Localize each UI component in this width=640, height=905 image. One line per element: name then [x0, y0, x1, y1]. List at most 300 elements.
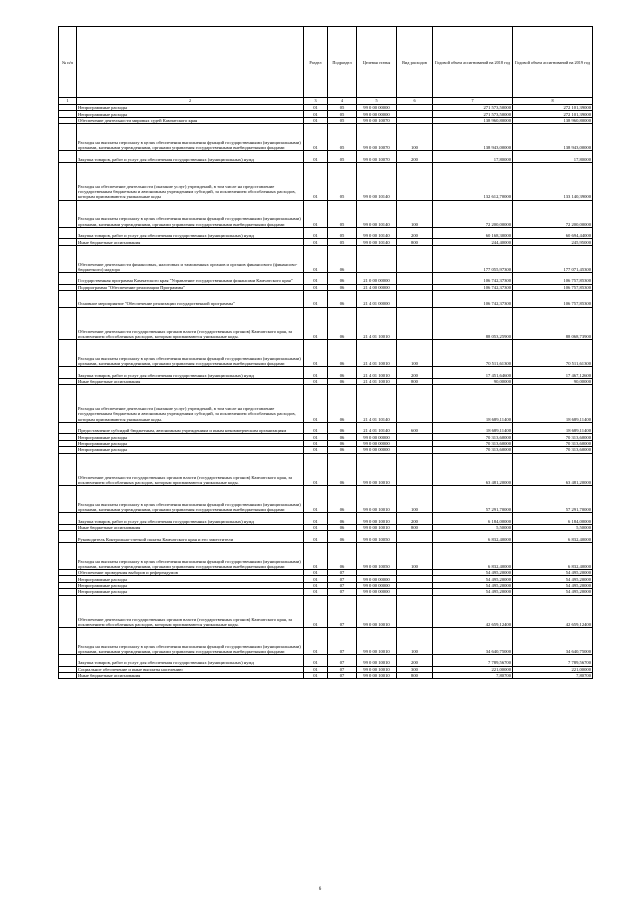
table-row — [59, 595, 593, 627]
row-number-cell — [59, 513, 77, 525]
volume-2019-cell: 18 689,11400 — [513, 422, 593, 434]
subsection-code-cell: 06 — [328, 486, 357, 513]
col-header-name — [77, 27, 304, 98]
expense-type-cell: 600 — [397, 422, 433, 434]
row-number-cell — [59, 542, 77, 569]
section-code-cell: 01 — [304, 105, 328, 111]
subsection-code-cell: 07 — [328, 627, 357, 654]
expense-name-cell: Расходы на обеспечение деятельности (оказание услуг) учреждений, в том числе на предоставление государственным бюджетным и автономным учреждениям субсидий, за исключением обособленных расходов, которым присваиваются уникальные коды — [77, 162, 304, 200]
subsection-code-cell: 05 — [328, 227, 357, 239]
section-code-cell: 01 — [304, 655, 328, 667]
index-cell: 8 — [513, 98, 593, 105]
expense-type-cell: 200 — [397, 151, 433, 163]
subsection-code-cell: 06 — [328, 272, 357, 284]
target-article-cell: 99 0 00 10050 — [357, 531, 397, 543]
section-code-cell: 01 — [304, 378, 328, 384]
table-row — [59, 673, 593, 679]
expense-name-cell: Обеспечение деятельности мировых судей Камчатского края — [77, 117, 304, 123]
volume-2019-cell: 18 689,11400 — [513, 385, 593, 423]
expense-type-cell: 100 — [397, 200, 433, 227]
volume-2018-cell: 221,00000 — [433, 666, 513, 672]
expense-name-cell: Непрограммные расходы — [77, 105, 304, 111]
col-header-article: Целевая статья — [357, 27, 397, 98]
expense-type-cell — [397, 453, 433, 485]
expense-type-cell: 200 — [397, 227, 433, 239]
table-row — [59, 151, 593, 163]
row-number-cell — [59, 422, 77, 434]
expense-name-cell: Расходы на обеспечение деятельности (оказание услуг) учреждений, в том числе на предоставление государственным бюджетным и автономным учреждениям субсидий, за исключением обособленных расходов, которым присваиваются уникальные коды. — [77, 385, 304, 423]
target-article-cell: 99 0 00 10070 — [357, 124, 397, 151]
volume-2019-cell: 54 495,20000 — [513, 582, 593, 588]
subsection-code-cell: 07 — [328, 673, 357, 679]
volume-2018-cell: 70 511,61300 — [433, 340, 513, 367]
subsection-code-cell: 06 — [328, 378, 357, 384]
volume-2019-cell: 6 832,40000 — [513, 542, 593, 569]
volume-2018-cell: 54 495,20000 — [433, 589, 513, 595]
section-code-cell: 01 — [304, 124, 328, 151]
target-article-cell: 21 4 01 10140 — [357, 422, 397, 434]
target-article-cell: 21 4 01 10010 — [357, 340, 397, 367]
target-article-cell: 21 4 01 10010 — [357, 378, 397, 384]
table-row — [59, 422, 593, 434]
section-code-cell: 01 — [304, 486, 328, 513]
section-code-cell: 01 — [304, 627, 328, 654]
target-article-cell: 99 0 00 10010 — [357, 666, 397, 672]
expense-type-cell — [397, 307, 433, 339]
section-code-cell: 01 — [304, 513, 328, 525]
section-code-cell: 01 — [304, 582, 328, 588]
expense-type-cell — [397, 272, 433, 284]
expense-name-cell: Расходы на выплаты персоналу в целях обеспечения выполнения функций государственными (муниципальными) органами, казенными учреждениями, органами управления государственными внебюджетными фондами — [77, 486, 304, 513]
section-code-cell: 01 — [304, 117, 328, 123]
expense-type-cell — [397, 531, 433, 543]
volume-2018-cell: 70 313,60000 — [433, 447, 513, 453]
col-header-expense-type: Вид расходов — [397, 27, 433, 98]
row-number-cell — [59, 272, 77, 284]
expense-type-cell — [397, 290, 433, 307]
expense-type-cell: 800 — [397, 378, 433, 384]
table-row — [59, 655, 593, 667]
expense-type-cell: 100 — [397, 340, 433, 367]
table-row — [59, 124, 593, 151]
volume-2018-cell: 90,00000 — [433, 378, 513, 384]
volume-2019-cell: 42 659,12400 — [513, 595, 593, 627]
target-article-cell: 99 0 00 00000 — [357, 434, 397, 440]
row-number-cell — [59, 531, 77, 543]
volume-2019-cell: 272 101,39000 — [513, 111, 593, 117]
expense-type-cell — [397, 385, 433, 423]
row-number-cell — [59, 627, 77, 654]
expense-type-cell: 200 — [397, 367, 433, 379]
target-article-cell: 21 4 01 10010 — [357, 367, 397, 379]
subsection-code-cell: 06 — [328, 447, 357, 453]
expense-name-cell: Непрограммные расходы — [77, 576, 304, 582]
subsection-code-cell: 07 — [328, 666, 357, 672]
target-article-cell: 99 0 00 00000 — [357, 111, 397, 117]
volume-2019-cell: 70 313,60000 — [513, 434, 593, 440]
row-number-cell — [59, 453, 77, 485]
volume-2019-cell: 54 495,20000 — [513, 576, 593, 582]
subsection-code-cell: 06 — [328, 434, 357, 440]
volume-2019-cell: 138 943,00000 — [513, 124, 593, 151]
volume-2019-cell: 6 832,40000 — [513, 531, 593, 543]
expense-type-cell: 300 — [397, 666, 433, 672]
volume-2018-cell: 106 742,37300 — [433, 290, 513, 307]
target-article-cell: 99 0 00 10070 — [357, 151, 397, 163]
expense-type-cell: 200 — [397, 513, 433, 525]
expense-name-cell: Подпрограмма "Обеспечение реализации Программы" — [77, 284, 304, 290]
volume-2019-cell: 34 640,75000 — [513, 627, 593, 654]
volume-2018-cell: 106 742,37300 — [433, 272, 513, 284]
index-cell: 2 — [77, 98, 304, 105]
volume-2019-cell: 7,80700 — [513, 673, 593, 679]
volume-2018-cell: 72 200,00000 — [433, 200, 513, 227]
row-number-cell — [59, 245, 77, 272]
subsection-code-cell: 07 — [328, 582, 357, 588]
section-code-cell: 01 — [304, 239, 328, 245]
expense-name-cell: Непрограммные расходы — [77, 434, 304, 440]
volume-2018-cell: 70 313,60000 — [433, 434, 513, 440]
subsection-code-cell: 06 — [328, 513, 357, 525]
target-article-cell: 99 0 00 10070 — [357, 117, 397, 123]
expense-type-cell — [397, 245, 433, 272]
volume-2018-cell: 70 313,60000 — [433, 440, 513, 446]
table-row — [59, 200, 593, 227]
section-code-cell: 01 — [304, 245, 328, 272]
subsection-code-cell: 06 — [328, 422, 357, 434]
section-code-cell: 01 — [304, 307, 328, 339]
col-header-subsection: Подраздел — [328, 27, 357, 98]
volume-2019-cell: 5,50000 — [513, 524, 593, 530]
table-row — [59, 307, 593, 339]
subsection-code-cell: 05 — [328, 111, 357, 117]
volume-2019-cell: 106 757,85300 — [513, 290, 593, 307]
target-article-cell: 99 0 00 00000 — [357, 440, 397, 446]
row-number-cell — [59, 124, 77, 151]
volume-2018-cell: 138 960,80000 — [433, 117, 513, 123]
section-code-cell: 01 — [304, 524, 328, 530]
section-code-cell: 01 — [304, 542, 328, 569]
volume-2019-cell: 245,95000 — [513, 239, 593, 245]
expense-name-cell: Обеспечение деятельности государственных органов власти (государственных органов) Камчатского края, за исключением обособленных расходов, которым присваиваются уникальные коды. — [77, 307, 304, 339]
target-article-cell — [357, 245, 397, 272]
subsection-code-cell: 05 — [328, 117, 357, 123]
expense-name-cell: Непрограммные расходы — [77, 582, 304, 588]
section-code-cell: 01 — [304, 531, 328, 543]
index-cell: 6 — [397, 98, 433, 105]
section-code-cell: 01 — [304, 453, 328, 485]
section-code-cell: 01 — [304, 227, 328, 239]
table-row — [59, 531, 593, 543]
expense-name-cell: Иные бюджетные ассигнования — [77, 378, 304, 384]
volume-2019-cell: 272 101,39000 — [513, 105, 593, 111]
volume-2019-cell: 221,00000 — [513, 666, 593, 672]
expense-name-cell: Предоставление субсидий бюджетным, автономным учреждениям и иным некоммерческим организациям — [77, 422, 304, 434]
table-row — [59, 513, 593, 525]
section-code-cell: 01 — [304, 673, 328, 679]
expense-name-cell: Расходы на выплаты персоналу в целях обеспечения выполнения функций государственными (муниципальными) органами, казенными учреждениями, органами управления государственными внебюджетными фондами — [77, 627, 304, 654]
expense-name-cell: Государственная программа Камчатского края "Управление государственными финансами Камчатского края" — [77, 272, 304, 284]
target-article-cell: 99 0 00 10140 — [357, 162, 397, 200]
subsection-code-cell: 06 — [328, 440, 357, 446]
volume-2019-cell: 138 960,80000 — [513, 117, 593, 123]
expense-name-cell: Непрограммные расходы — [77, 111, 304, 117]
target-article-cell: 21 4 00 00000 — [357, 284, 397, 290]
target-article-cell: 99 0 00 00000 — [357, 447, 397, 453]
section-code-cell: 01 — [304, 595, 328, 627]
target-article-cell: 99 0 00 00000 — [357, 105, 397, 111]
table-row — [59, 162, 593, 200]
target-article-cell: 99 0 00 10140 — [357, 227, 397, 239]
target-article-cell: 99 0 00 10010 — [357, 673, 397, 679]
expense-name-cell: Социальное обеспечение и иные выплаты населению — [77, 666, 304, 672]
target-article-cell: 99 0 00 10050 — [357, 542, 397, 569]
volume-2018-cell: 57 291,70000 — [433, 486, 513, 513]
section-code-cell: 01 — [304, 367, 328, 379]
subsection-code-cell: 05 — [328, 151, 357, 163]
volume-2019-cell: 106 757,85300 — [513, 272, 593, 284]
target-article-cell: 21 4 01 10140 — [357, 385, 397, 423]
volume-2018-cell: 7 789,56700 — [433, 655, 513, 667]
subsection-code-cell: 07 — [328, 576, 357, 582]
volume-2018-cell: 106 742,37300 — [433, 284, 513, 290]
expense-name-cell: Иные бюджетные ассигнования — [77, 524, 304, 530]
subsection-code-cell: 06 — [328, 307, 357, 339]
row-number-cell — [59, 200, 77, 227]
budget-table-body — [59, 98, 593, 679]
subsection-code-cell: 07 — [328, 595, 357, 627]
table-row — [59, 272, 593, 284]
table-row — [59, 627, 593, 654]
volume-2018-cell: 54 495,20000 — [433, 569, 513, 575]
volume-2019-cell: 133 140,39000 — [513, 162, 593, 200]
volume-2019-cell: 106 757,85300 — [513, 284, 593, 290]
volume-2018-cell: 34 640,75000 — [433, 627, 513, 654]
volume-2018-cell: 6 184,00000 — [433, 513, 513, 525]
subsection-code-cell: 06 — [328, 531, 357, 543]
index-cell: 3 — [304, 98, 328, 105]
volume-2018-cell: 5,50000 — [433, 524, 513, 530]
table-row — [59, 367, 593, 379]
target-article-cell: 99 0 00 00000 — [357, 576, 397, 582]
row-number-cell — [59, 290, 77, 307]
index-cell: 1 — [59, 98, 77, 105]
col-header-section: Раздел — [304, 27, 328, 98]
target-article-cell: 21 0 00 00000 — [357, 272, 397, 284]
row-number-cell — [59, 385, 77, 423]
expense-type-cell: 800 — [397, 239, 433, 245]
volume-2018-cell: 7,80700 — [433, 673, 513, 679]
expense-name-cell: Основное мероприятие "Обеспечение реализации государственной программы" — [77, 290, 304, 307]
subsection-code-cell: 06 — [328, 453, 357, 485]
volume-2019-cell: 17 467,12600 — [513, 367, 593, 379]
row-number-cell — [59, 367, 77, 379]
volume-2019-cell: 70 511,61300 — [513, 340, 593, 367]
section-code-cell: 01 — [304, 434, 328, 440]
target-article-cell: 99 0 00 10010 — [357, 627, 397, 654]
row-number-cell — [59, 595, 77, 627]
expense-name-cell: Закупка товаров, работ и услуг для обеспечения государственных (муниципальных) нужд — [77, 513, 304, 525]
target-article-cell: 21 4 01 00000 — [357, 290, 397, 307]
section-code-cell: 01 — [304, 290, 328, 307]
volume-2018-cell: 132 612,70000 — [433, 162, 513, 200]
section-code-cell: 01 — [304, 569, 328, 575]
volume-2018-cell: 177 055,97300 — [433, 245, 513, 272]
row-number-cell — [59, 486, 77, 513]
section-code-cell: 01 — [304, 576, 328, 582]
expense-type-cell: 100 — [397, 486, 433, 513]
target-article-cell: 99 0 00 00000 — [357, 582, 397, 588]
section-code-cell: 01 — [304, 440, 328, 446]
index-cell: 5 — [357, 98, 397, 105]
expense-name-cell: Непрограммные расходы — [77, 440, 304, 446]
section-code-cell: 01 — [304, 162, 328, 200]
volume-2019-cell: 90,00000 — [513, 378, 593, 384]
row-number-cell — [59, 655, 77, 667]
expense-type-cell: 200 — [397, 655, 433, 667]
volume-2019-cell: 72 200,00000 — [513, 200, 593, 227]
expense-name-cell: Закупка товаров, работ и услуг для обеспечения государственных (муниципальных) нужд — [77, 151, 304, 163]
col-header-num: № п/п — [59, 27, 77, 98]
column-index-row — [59, 98, 593, 105]
target-article-cell: 99 0 00 00000 — [357, 589, 397, 595]
expense-type-cell: 100 — [397, 627, 433, 654]
table-row — [59, 245, 593, 272]
header-row — [59, 27, 593, 98]
volume-2018-cell: 138 943,00000 — [433, 124, 513, 151]
volume-2018-cell: 54 495,20000 — [433, 576, 513, 582]
target-article-cell: 99 0 00 10140 — [357, 200, 397, 227]
subsection-code-cell: 06 — [328, 385, 357, 423]
volume-2019-cell: 88 068,73900 — [513, 307, 593, 339]
expense-name-cell: Иные бюджетные ассигнования — [77, 239, 304, 245]
expense-name-cell: Расходы на выплаты персоналу в целях обеспечения выполнения функций государственными (муниципальными) органами, казенными учреждениями, органами управления государственными внебюджетными фондами — [77, 340, 304, 367]
section-code-cell: 01 — [304, 422, 328, 434]
target-article-cell: 99 0 00 10010 — [357, 486, 397, 513]
section-code-cell: 01 — [304, 589, 328, 595]
volume-2019-cell: 63 481,20000 — [513, 453, 593, 485]
expense-name-cell: Закупка товаров, работ и услуг для обеспечения государственных (муниципальных) нужд — [77, 655, 304, 667]
volume-2018-cell: 6 832,40000 — [433, 531, 513, 543]
target-article-cell: 99 0 00 10010 — [357, 513, 397, 525]
subsection-code-cell: 05 — [328, 200, 357, 227]
section-code-cell: 01 — [304, 447, 328, 453]
target-article-cell: 99 0 00 10140 — [357, 239, 397, 245]
table-row — [59, 486, 593, 513]
subsection-code-cell: 05 — [328, 162, 357, 200]
volume-2018-cell: 271 573,50000 — [433, 111, 513, 117]
table-row — [59, 385, 593, 423]
expense-type-cell: 100 — [397, 542, 433, 569]
volume-2019-cell: 17,80000 — [513, 151, 593, 163]
expense-type-cell: 100 — [397, 124, 433, 151]
volume-2018-cell: 42 659,12400 — [433, 595, 513, 627]
page-number: 6 — [318, 887, 322, 892]
volume-2018-cell: 88 053,25900 — [433, 307, 513, 339]
table-row — [59, 227, 593, 239]
section-code-cell: 01 — [304, 151, 328, 163]
expense-type-cell: 800 — [397, 524, 433, 530]
expense-type-cell — [397, 162, 433, 200]
expense-name-cell: Закупка товаров, работ и услуг для обеспечения государственных (муниципальных) нужд — [77, 227, 304, 239]
volume-2019-cell: 177 071,45300 — [513, 245, 593, 272]
volume-2019-cell: 54 495,20000 — [513, 589, 593, 595]
expense-type-cell — [397, 595, 433, 627]
subsection-code-cell: 06 — [328, 290, 357, 307]
subsection-code-cell: 05 — [328, 105, 357, 111]
volume-2018-cell: 17 451,64600 — [433, 367, 513, 379]
row-number-cell — [59, 307, 77, 339]
subsection-code-cell: 07 — [328, 655, 357, 667]
table-row — [59, 340, 593, 367]
row-number-cell — [59, 151, 77, 163]
expense-name-cell: Расходы на выплаты персоналу в целях обеспечения выполнения функций государственными (муниципальными) органами, казенными учреждениями, органами управления государственными внебюджетными фондами — [77, 200, 304, 227]
volume-2019-cell: 7 789,56700 — [513, 655, 593, 667]
section-code-cell: 01 — [304, 272, 328, 284]
expense-name-cell: Непрограммные расходы — [77, 447, 304, 453]
volume-2019-cell: 60 694,44000 — [513, 227, 593, 239]
target-article-cell: 99 0 00 10010 — [357, 453, 397, 485]
table-row — [59, 290, 593, 307]
target-article-cell: 99 0 00 10010 — [357, 524, 397, 530]
expense-name-cell: Расходы на выплаты персоналу в целях обеспечения выполнения функций государственными (муниципальными) органами, казенными учреждениями, органами управления государственными внебюджетными фондами — [77, 124, 304, 151]
volume-2018-cell: 63 481,20000 — [433, 453, 513, 485]
volume-2018-cell: 60 168,30000 — [433, 227, 513, 239]
section-code-cell: 01 — [304, 340, 328, 367]
budget-page — [58, 26, 592, 679]
expense-name-cell: Руководитель Контрольно-счетной палаты Камчатского края и его заместители — [77, 531, 304, 543]
expense-name-cell: Закупка товаров, работ и услуг для обеспечения государственных (муниципальных) нужд — [77, 367, 304, 379]
expense-name-cell: Обеспечение деятельности государственных органов власти (государственных органов) Камчатского края, за исключением обособленных расходов, которым присваиваются уникальные коды. — [77, 595, 304, 627]
target-article-cell: 99 0 00 10010 — [357, 595, 397, 627]
index-cell: 4 — [328, 98, 357, 105]
expense-name-cell: Непрограммные расходы — [77, 589, 304, 595]
subsection-code-cell: 06 — [328, 367, 357, 379]
target-article-cell: 99 0 00 10010 — [357, 655, 397, 667]
section-code-cell: 01 — [304, 200, 328, 227]
volume-2018-cell: 17,80000 — [433, 151, 513, 163]
subsection-code-cell: 06 — [328, 245, 357, 272]
table-row — [59, 453, 593, 485]
expense-type-cell: 800 — [397, 673, 433, 679]
row-number-cell — [59, 673, 77, 679]
subsection-code-cell: 06 — [328, 284, 357, 290]
budget-table — [58, 26, 593, 679]
volume-2019-cell: 54 495,20000 — [513, 569, 593, 575]
table-row — [59, 542, 593, 569]
subsection-code-cell: 07 — [328, 589, 357, 595]
volume-2019-cell: 70 313,60000 — [513, 447, 593, 453]
volume-2019-cell: 70 313,60000 — [513, 440, 593, 446]
row-number-cell — [59, 227, 77, 239]
section-code-cell: 01 — [304, 385, 328, 423]
row-number-cell — [59, 340, 77, 367]
expense-name-cell: Обеспечение деятельности финансовых, налоговых и таможенных органов и органов финансового (финансово-бюджетного) надзора — [77, 245, 304, 272]
volume-2018-cell: 54 495,20000 — [433, 582, 513, 588]
col-header-volume-2019: Годовой объем ассигнований на 2019 год — [513, 27, 593, 98]
volume-2018-cell: 6 832,40000 — [433, 542, 513, 569]
subsection-code-cell: 06 — [328, 524, 357, 530]
subsection-code-cell: 07 — [328, 569, 357, 575]
subsection-code-cell: 06 — [328, 340, 357, 367]
target-article-cell: 21 4 01 10010 — [357, 307, 397, 339]
section-code-cell: 01 — [304, 111, 328, 117]
index-cell: 7 — [433, 98, 513, 105]
volume-2018-cell: 18 689,11400 — [433, 385, 513, 423]
subsection-code-cell: 05 — [328, 124, 357, 151]
expense-name-cell: Расходы на выплаты персоналу в целях обеспечения выполнения функций государственными (муниципальными) органами, казенными учреждениями, органами управления государственными внебюджетными фондами — [77, 542, 304, 569]
row-number-cell — [59, 162, 77, 200]
